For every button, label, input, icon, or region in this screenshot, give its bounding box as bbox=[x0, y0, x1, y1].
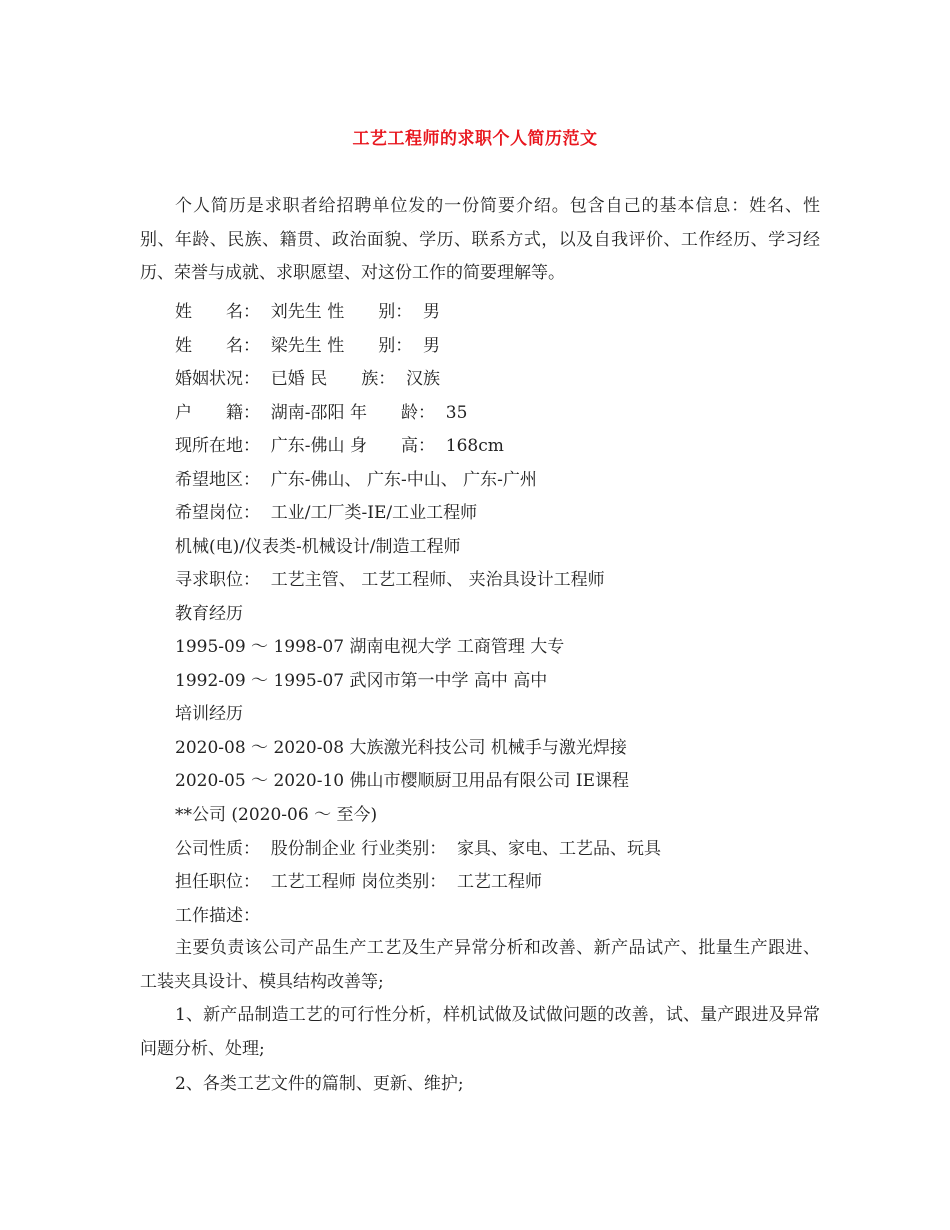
info-line-location: 现所在地： 广东-佛山 身 高： 168cm bbox=[175, 436, 504, 456]
info-line-desired-position: 希望岗位： 工业/工厂类-IE/工业工程师 bbox=[175, 503, 478, 523]
work-description-paragraph: 主要负责该公司产品生产工艺及生产异常分析和改善、新产品试产、批量生产跟进、工装夹具设计、模具结构改善等; bbox=[140, 938, 820, 992]
training-entry-1: 2020-08 ～ 2020-08 大族激光科技公司 机械手与激光焊接 bbox=[175, 738, 627, 758]
intro-paragraph: 个人简历是求职者给招聘单位发的一份简要介绍。包含自己的基本信息：姓名、性别、年龄、民族、籍贯、政治面貌、学历、联系方式，以及自我评价、工作经历、学习经历、荣誉与成就、求职愿望、对这份工作的简要理解等。 bbox=[140, 196, 820, 283]
info-line-desired-region: 希望地区： 广东-佛山、 广东-中山、 广东-广州 bbox=[175, 470, 537, 490]
work-company-line: **公司 (2020-06 ～ 至今) bbox=[175, 805, 378, 825]
info-line-name-1: 姓 名： 刘先生 性 别： 男 bbox=[175, 302, 441, 322]
info-line-marital: 婚姻状况： 已婚 民 族： 汉族 bbox=[175, 369, 441, 389]
work-position: 担任职位： 工艺工程师 岗位类别： 工艺工程师 bbox=[175, 872, 543, 892]
education-entry-2: 1992-09 ～ 1995-07 武冈市第一中学 高中 高中 bbox=[175, 671, 548, 691]
education-entry-1: 1995-09 ～ 1998-07 湖南电视大学 工商管理 大专 bbox=[175, 637, 565, 657]
work-description-heading: 工作描述： bbox=[175, 906, 260, 926]
info-line-seeking-position: 寻求职位： 工艺主管、 工艺工程师、 夹治具设计工程师 bbox=[175, 570, 605, 590]
info-line-position-category: 机械(电)/仪表类-机械设计/制造工程师 bbox=[175, 537, 461, 557]
info-line-hukou: 户 籍： 湖南-邵阳 年 龄： 35 bbox=[175, 403, 468, 423]
work-company-nature: 公司性质： 股份制企业 行业类别： 家具、家电、工艺品、玩具 bbox=[175, 839, 662, 859]
info-line-name-2: 姓 名： 梁先生 性 别： 男 bbox=[175, 336, 441, 356]
training-entry-2: 2020-05 ～ 2020-10 佛山市樱顺厨卫用品有限公司 IE课程 bbox=[175, 771, 630, 791]
duty-item-2: 2、各类工艺文件的篇制、更新、维护; bbox=[175, 1074, 464, 1094]
document-title: 工艺工程师的求职个人简历范文 bbox=[352, 129, 598, 149]
duty-item-1: 1、新产品制造工艺的可行性分析，样机试做及试做问题的改善，试、量产跟进及异常问题分析、处理; bbox=[140, 1005, 820, 1059]
section-heading-education: 教育经历 bbox=[175, 604, 243, 624]
section-heading-training: 培训经历 bbox=[175, 704, 243, 724]
